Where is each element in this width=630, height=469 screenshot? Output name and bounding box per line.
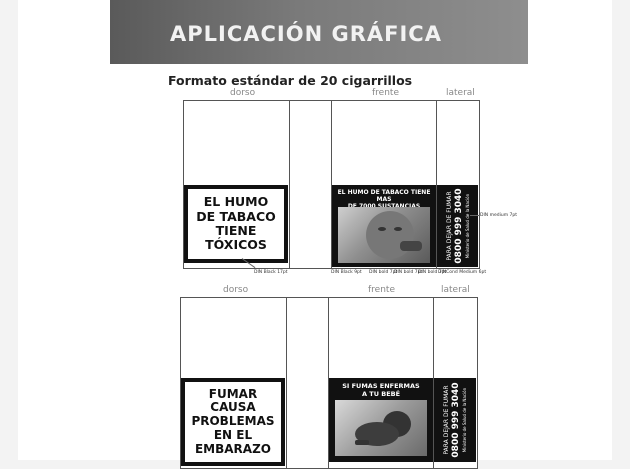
font-callout: DIN bold 7pt — [418, 270, 447, 275]
front-heading-line: SI FUMAS ENFERMAS — [342, 382, 420, 390]
side-helpline-label: PARA DEJAR DE FUMAR — [443, 385, 451, 455]
side-helpline-phone: 0800 999 3040 — [453, 188, 464, 264]
font-callout: DIN Black 9pt — [331, 270, 362, 275]
back-warning-box-2 — [181, 378, 285, 466]
font-callout: DIN bold 7pt — [369, 270, 398, 275]
fold-line — [286, 298, 287, 468]
face-label-frente: frente — [372, 88, 399, 98]
side-ministry-text: Ministerio de Salud de la Nación — [464, 193, 470, 259]
font-callout: DIN bold 7pt — [394, 270, 423, 275]
font-callout: DINCond Medium 6pt — [438, 270, 487, 275]
fold-line — [289, 101, 290, 268]
font-callout: DIN medium 7pt — [480, 213, 517, 218]
pack-template-2 — [180, 297, 478, 469]
back-warning-line: EL HUMO — [203, 194, 269, 210]
back-warning-line: TÓXICOS — [205, 237, 267, 253]
front-heading-line: A TU BEBÉ — [361, 390, 401, 398]
front-heading-line: EL HUMO DE TABACO TIENE MAS — [337, 189, 431, 203]
baby-icon — [335, 400, 427, 456]
back-warning-line: EMBARAZO — [194, 441, 271, 456]
face-label-dorso: dorso — [223, 285, 249, 295]
back-warning-line: EN EL — [213, 427, 253, 442]
side-helpline-phone: 0800 999 3040 — [450, 382, 461, 458]
back-warning-box-1 — [184, 185, 288, 263]
front-warning-box-2 — [329, 378, 433, 462]
callout-leader — [470, 215, 480, 216]
side-helpline — [446, 188, 470, 263]
side-helpline-label: PARA DEJAR DE FUMAR — [445, 191, 453, 261]
side-warning-box-2 — [434, 378, 476, 462]
back-warning-line: TIENE — [215, 223, 257, 238]
document-page — [18, 0, 612, 460]
page-title: APLICACIÓN GRÁFICA — [170, 22, 442, 46]
face-label-lateral: lateral — [441, 285, 470, 295]
face-label-frente: frente — [368, 285, 395, 295]
warning-photo-face — [338, 207, 430, 263]
smoker-face-icon — [338, 207, 430, 263]
face-label-lateral: lateral — [446, 88, 475, 98]
side-ministry-text: Ministerio de Salud de la Nación — [461, 387, 467, 453]
pack-template-1 — [183, 100, 480, 269]
back-warning-line: PROBLEMAS — [191, 414, 275, 429]
format-subtitle: Formato estándar de 20 cigarrillos — [168, 73, 413, 88]
side-helpline — [443, 382, 467, 457]
side-warning-box-1 — [437, 185, 478, 267]
face-label-dorso: dorso — [230, 88, 256, 98]
front-warning-heading — [331, 382, 431, 398]
front-warning-box-1 — [332, 185, 436, 267]
back-warning-line: DE TABACO — [196, 208, 276, 224]
back-warning-line: FUMAR CAUSA — [208, 386, 258, 415]
header-banner — [110, 0, 528, 64]
font-callout: DIN Black 17pt — [254, 270, 288, 275]
warning-photo-baby — [335, 400, 427, 456]
